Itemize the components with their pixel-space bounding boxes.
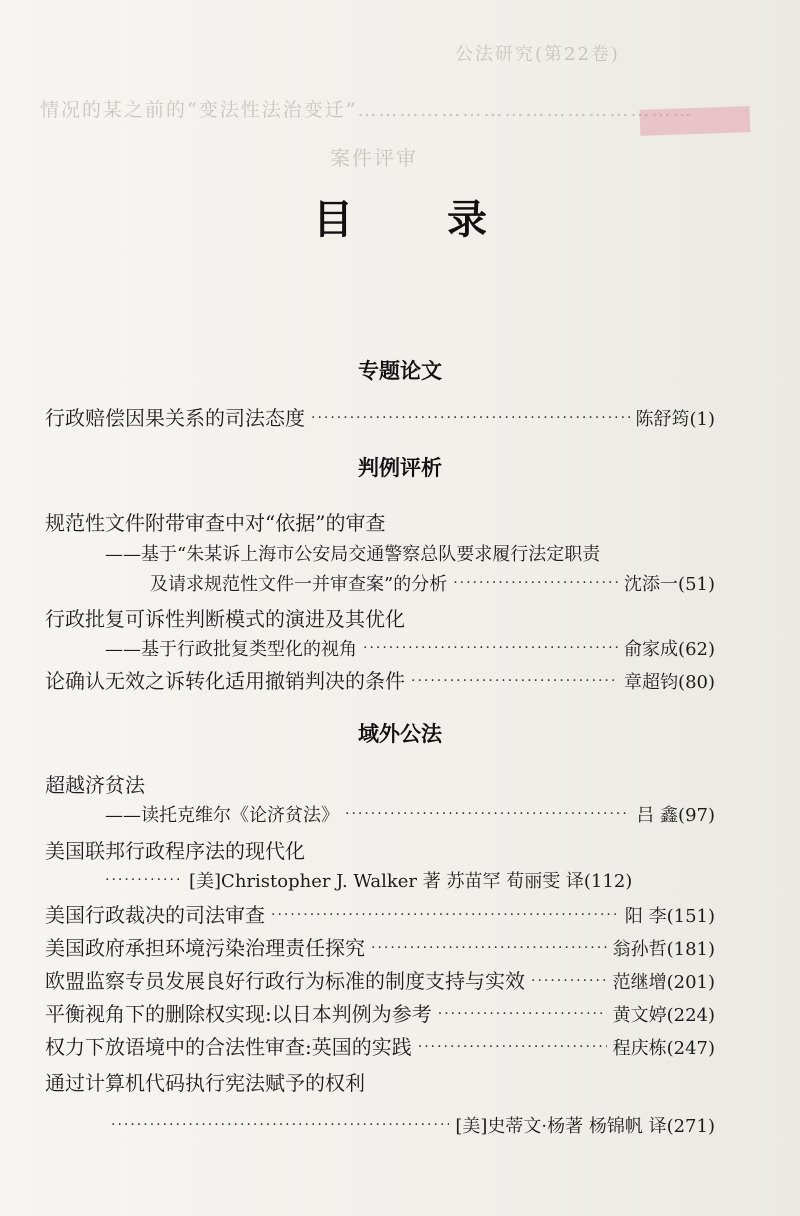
entry-author-page: [美]Christopher J. Walker 著 苏苗罕 荀丽雯 译(112) (189, 871, 633, 892)
toc-entry-7[interactable] (45, 900, 715, 933)
leader-dots (531, 966, 607, 996)
leader-dots (453, 568, 618, 598)
toc-entry-8[interactable] (45, 933, 715, 966)
toc-entry-2-title[interactable]: 规范性文件附带审查中对“依据”的审查 (45, 511, 386, 535)
toc-entry-10[interactable] (45, 999, 715, 1032)
toc-entry-9[interactable] (45, 966, 715, 999)
toc-entry-11[interactable] (45, 1032, 715, 1065)
entry-author-page: 沈添一(51) (624, 574, 715, 595)
leader-dots (438, 999, 607, 1029)
toc-title: 目 录 (313, 196, 527, 243)
leader-dots (311, 403, 630, 433)
bleed-through-heading: 案件评审 (330, 146, 418, 170)
entry-author-page: [美]史蒂文·杨著 杨锦帆 译(271) (455, 1116, 715, 1137)
toc-entry-2-subtitle: ——基于“朱某诉上海市公安局交通警察总队要求履行法定职责 (105, 544, 601, 565)
toc-entry-12-title[interactable]: 通过计算机代码执行宪法赋予的权利 (45, 1071, 365, 1095)
section-heading-special-papers: 专题论文 (358, 359, 442, 383)
entry-author-page: 阳 李(151) (624, 906, 715, 927)
entry-title: 权力下放语境中的合法性审查:英国的实践 (45, 1035, 412, 1059)
leader-dots (363, 633, 618, 663)
toc-entry-6-byline[interactable] (105, 867, 715, 898)
entry-title: 美国行政裁决的司法审查 (45, 903, 265, 927)
entry-title: ——读托克维尔《论济贫法》 (105, 805, 339, 826)
toc-entry-12-byline[interactable] (105, 1112, 715, 1143)
entry-author-page: 程庆栋(247) (612, 1038, 715, 1059)
entry-author-page: 翁孙哲(181) (612, 939, 715, 960)
leader-dots (111, 1110, 449, 1140)
leader-dots (105, 865, 183, 895)
entry-author-page: 陈舒筠(1) (635, 409, 715, 430)
leader-dots (345, 799, 630, 829)
toc-entry-5-title[interactable]: 超越济贫法 (45, 773, 145, 797)
entry-author-page: 俞家成(62) (624, 639, 715, 660)
pink-highlight-mark (640, 106, 751, 136)
toc-entry-3-title[interactable]: 行政批复可诉性判断模式的演进及其优化 (45, 607, 405, 631)
entry-title: 平衡视角下的删除权实现:以日本判例为参考 (45, 1002, 432, 1026)
toc-entry-3-subtitle[interactable] (105, 635, 715, 666)
entry-title: 美国政府承担环境污染治理责任探究 (45, 936, 365, 960)
entry-author-page: 吕 鑫(97) (636, 805, 715, 826)
section-heading-case-analysis: 判例评析 (358, 456, 442, 480)
entry-title: 论确认无效之诉转化适用撤销判决的条件 (45, 669, 405, 693)
entry-title: 欧盟监察专员发展良好行政行为标准的制度支持与实效 (45, 969, 525, 993)
section-heading-foreign-public-law: 域外公法 (358, 722, 442, 746)
toc-entry-4[interactable] (45, 666, 715, 699)
entry-title: ——基于行政批复类型化的视角 (105, 639, 357, 660)
toc-entry-5-subtitle[interactable] (105, 801, 715, 832)
entry-title: 行政赔偿因果关系的司法态度 (45, 406, 305, 430)
entry-title: 及请求规范性文件一并审查案”的分析 (150, 574, 448, 595)
bleed-through-header: 公法研究(第22卷) (455, 44, 620, 65)
leader-dots (411, 666, 618, 696)
toc-entry-2-subtitle-cont[interactable] (150, 570, 715, 601)
entry-author-page: 黄文婷(224) (612, 1005, 715, 1026)
toc-entry-6-title[interactable]: 美国联邦行政程序法的现代化 (45, 839, 305, 863)
entry-author-page: 章超钧(80) (624, 672, 715, 693)
leader-dots (418, 1032, 607, 1062)
entry-author-page: 范继增(201) (612, 972, 715, 993)
toc-entry-1[interactable] (45, 403, 715, 436)
leader-dots (371, 933, 607, 963)
bleed-through-line: 情况的某之前的“变法性法治变迁”………………………………………… (40, 99, 694, 121)
leader-dots (271, 900, 619, 930)
